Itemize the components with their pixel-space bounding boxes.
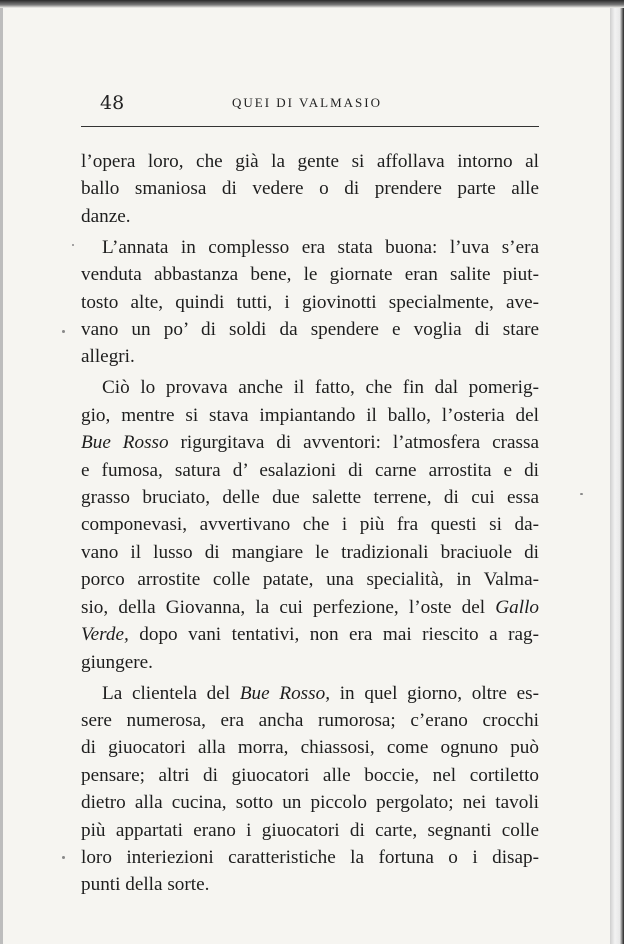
text-line <box>81 429 539 456</box>
paragraph-3 <box>81 374 539 675</box>
text-run: sio, della Giovanna, la cui perfezione, l’oste del <box>81 596 496 618</box>
text-line: gio, mentre si stava impiantando il ballo, l’osteria del <box>81 404 539 426</box>
paper-speck <box>580 493 583 495</box>
running-title: QUEI DI VALMASIO <box>232 95 382 110</box>
body-text <box>81 148 539 899</box>
text-line: più appartati erano i giuocatori di carte, segnanti colle <box>81 819 539 841</box>
italic-name: Verde, <box>81 624 129 646</box>
paper-speck <box>72 244 74 246</box>
text-line: e fumosa, satura d’ esalazioni di carne arrostita e di <box>81 459 539 481</box>
page-header <box>0 88 612 128</box>
text-line: tosto alte, quindi tutti, i giovinotti specialmente, ave- <box>81 291 539 313</box>
paragraph-2 <box>81 234 539 371</box>
paper-speck <box>62 856 65 859</box>
text-line <box>81 594 539 621</box>
text-run: in quel giorno, oltre es- <box>330 682 539 704</box>
text-run: La clientela del <box>102 682 240 704</box>
header-rule <box>81 126 539 127</box>
text-line: allegri. <box>81 346 135 368</box>
text-line: dietro alla cucina, sotto un piccolo pergolato; nei tavoli <box>81 792 539 814</box>
text-line: pensare; altri di giuocatori alle boccie, nel cortiletto <box>81 764 539 786</box>
text-line: l’opera loro, che già la gente si affollava intorno al <box>81 151 539 172</box>
paragraph-4 <box>81 680 539 899</box>
text-line: vano il lusso di mangiare le tradizionali braciuole di <box>81 541 539 563</box>
page-number: 48 <box>100 92 125 114</box>
text-run: rigurgitava di avventori: l’atmosfera crassa <box>168 432 539 454</box>
text-line: vano un po’ di soldi da spendere e voglia di stare <box>81 319 539 341</box>
text-line <box>81 680 539 707</box>
text-line: grasso bruciato, delle due salette terrene, di cui essa <box>81 487 539 509</box>
italic-name: Bue Rosso <box>81 432 169 454</box>
text-line: punti della sorte. <box>81 874 210 896</box>
paragraph-1 <box>81 148 539 230</box>
text-line: danze. <box>81 205 131 227</box>
text-line: porco arrostite colle patate, una specialità, in Valma- <box>81 569 539 591</box>
italic-name: Gallo <box>495 596 539 618</box>
text-line: giungere. <box>81 651 153 673</box>
text-line: venduta abbastanza bene, le giornate eran salite piut- <box>81 264 539 286</box>
text-line: ballo smaniosa di vedere o di prendere parte alle <box>81 178 539 200</box>
page-top-edge <box>0 0 624 8</box>
text-line: di giuocatori alla morra, chiassosi, come ognuno può <box>81 737 539 759</box>
text-line: sere numerosa, era ancha rumorosa; c’erano crocchi <box>81 709 539 731</box>
text-run: dopo vani tentativi, non era mai riescito a rag- <box>128 624 539 646</box>
text-line <box>81 621 539 648</box>
text-line: Ciò lo provava anche il fatto, che fin dal pomerig- <box>102 377 539 399</box>
text-line: componevasi, avvertivano che i più fra questi si da- <box>81 514 539 536</box>
text-line: L’annata in complesso era stata buona: l’uva s’era <box>102 236 539 258</box>
paper-speck <box>62 330 65 333</box>
italic-name: Bue Rosso, <box>239 682 330 704</box>
text-line: loro interiezioni caratteristiche la fortuna o i disap- <box>81 846 539 868</box>
page-left-edge <box>0 0 3 944</box>
page-right-edge <box>610 0 624 944</box>
